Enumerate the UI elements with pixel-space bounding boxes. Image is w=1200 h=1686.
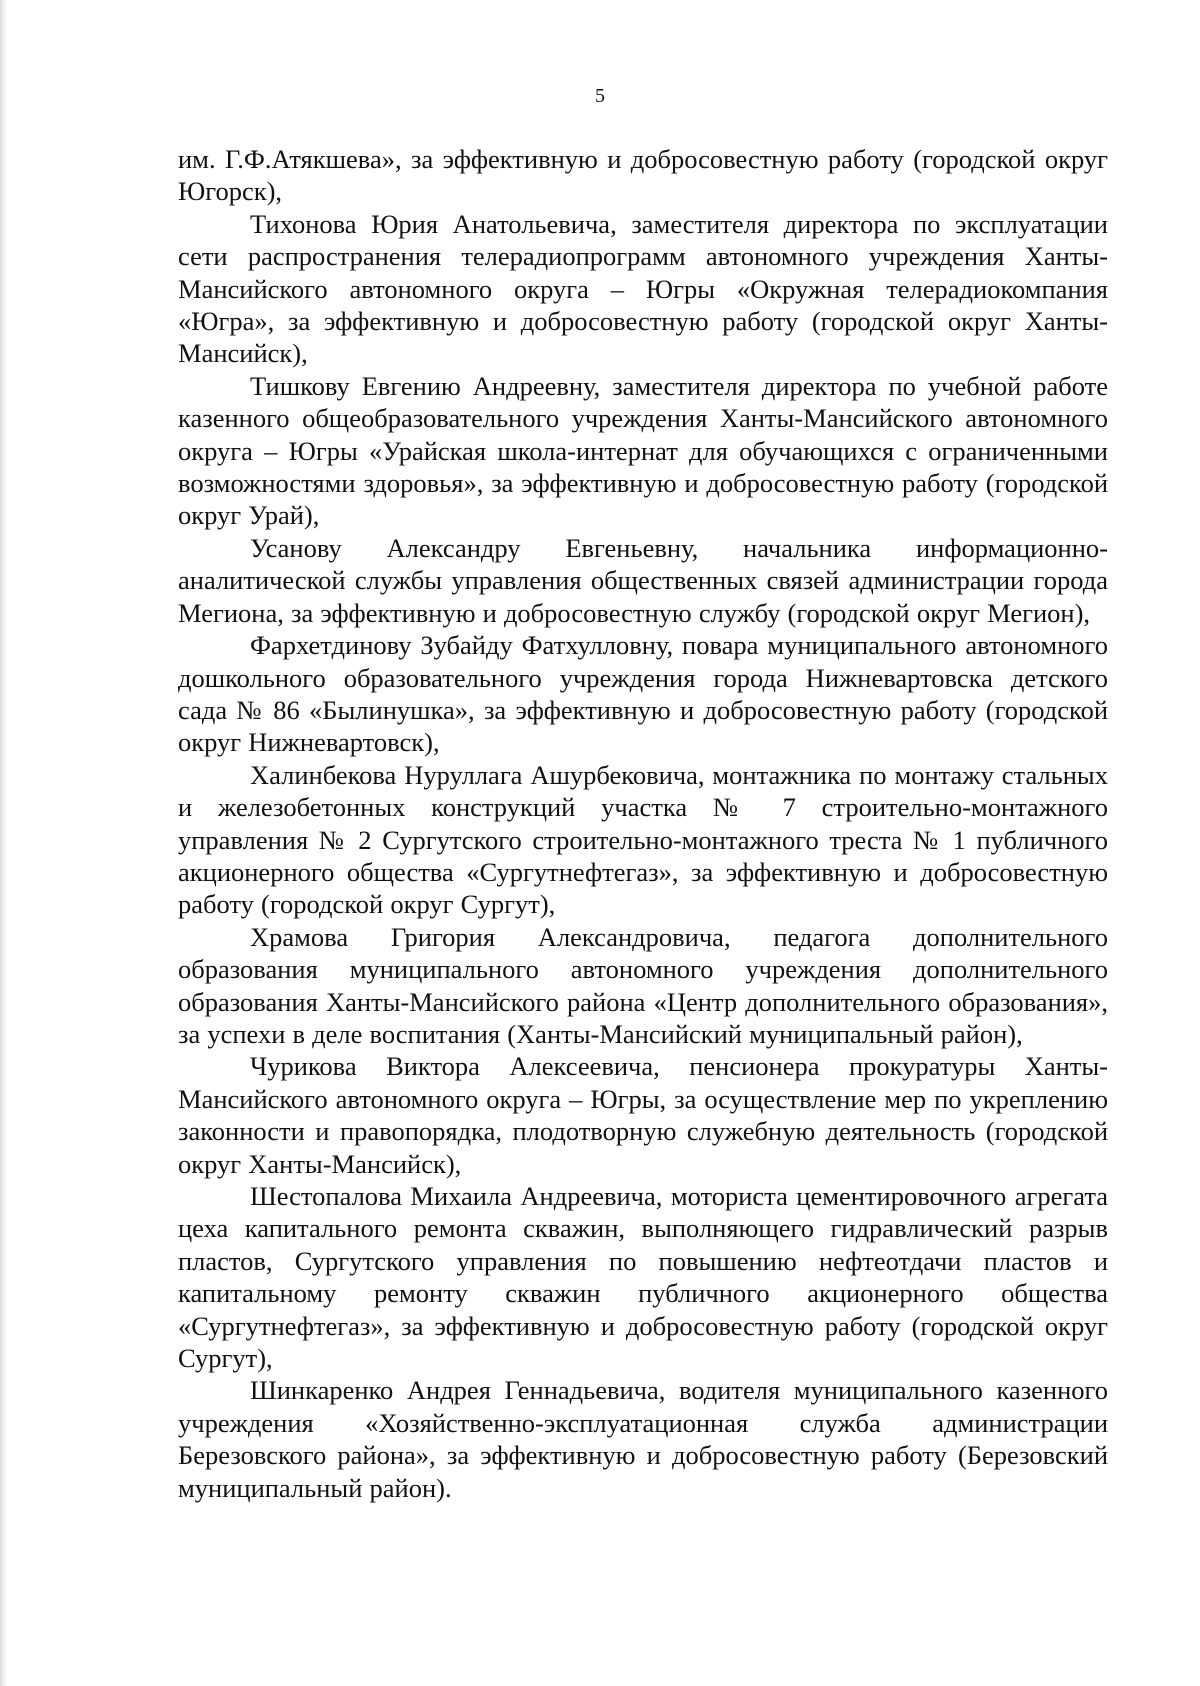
paragraph-tikhonov: Тихонова Юрия Анатольевича, заместителя директора по эксплуатации сети распространения телерадиопрограмм автономного учреждения Ханты-Мансийского автономного округа – Югры «Окружная телерадиокомпания «Югра», за эффективную и добросовестную работу (городской округ Ханты-Мансийск), — [178, 208, 1108, 369]
paragraph-khramov: Храмова Григория Александровича, педагога дополнительного образования муниципального автономного учреждения дополнительного образования Ханты-Мансийского района «Центр дополнительного образования», за успехи в деле воспитания (Ханты-Мансийский муниципальный район), — [178, 921, 1108, 1049]
paragraph-khalinbekov: Халинбекова Нуруллага Ашурбековича, монтажника по монтажу стальных и железобетонных конструкций участка № 7 строительно-монтажного управления № 2 Сургутского строительно-монтажного треста № 1 публичного акционерного общества «Сургутнефтегаз», за эффективную и добросовестную работу (городской округ Сургут), — [178, 759, 1108, 920]
paragraph-shinkarenko: Шинкаренко Андрея Геннадьевича, водителя муниципального казенного учреждения «Хозяйственно-эксплуатационная служба администрации Березовского района», за эффективную и добросовестную работу (Березовский муниципальный район). — [178, 1375, 1108, 1503]
paragraph-tishkova: Тишкову Евгению Андреевну, заместителя директора по учебной работе казенного общеобразовательного учреждения Ханты-Мансийского автономного округа – Югры «Урайская школа-интернат для обучающихся с ограниченными возможностями здоровья», за эффективную и добросовестную работу (городской округ Урай), — [178, 370, 1108, 531]
document-body — [178, 143, 1108, 1504]
paragraph-usanova: Усанову Александру Евгеньевну, начальника информационно-аналитической службы управления общественных связей администрации города Мегиона, за эффективную и добросовестную службу (городской округ Мегион), — [178, 532, 1108, 628]
scan-edge — [0, 0, 8, 1686]
page-number: 5 — [595, 85, 605, 107]
paragraph-churikov: Чурикова Виктора Алексеевича, пенсионера прокуратуры Ханты-Мансийского автономного округа – Югры, за осуществление мер по укреплению законности и правопорядка, плодотворную служебную деятельность (городской округ Ханты-Мансийск), — [178, 1051, 1108, 1179]
paragraph-farkhetdinova: Фархетдинову Зубайду Фатхулловну, повара муниципального автономного дошкольного образовательного учреждения города Нижневартовска детского сада № 86 «Былинушка», за эффективную и добросовестную работу (городской округ Нижневартовск), — [178, 630, 1108, 758]
paragraph-continuation: им. Г.Ф.Атякшева», за эффективную и добросовестную работу (городской округ Югорск), — [178, 144, 1108, 207]
paragraph-shestopalov: Шестопалова Михаила Андреевича, моториста цементировочного агрегата цеха капитального ремонта скважин, выполняющего гидравлический разрыв пластов, Сургутского управления по повышению нефтеотдачи пластов и капитальному ремонту скважин публичного акционерного общества «Сургутнефтегаз», за эффективную и добросовестную работу (городской округ Сургут), — [178, 1181, 1108, 1374]
